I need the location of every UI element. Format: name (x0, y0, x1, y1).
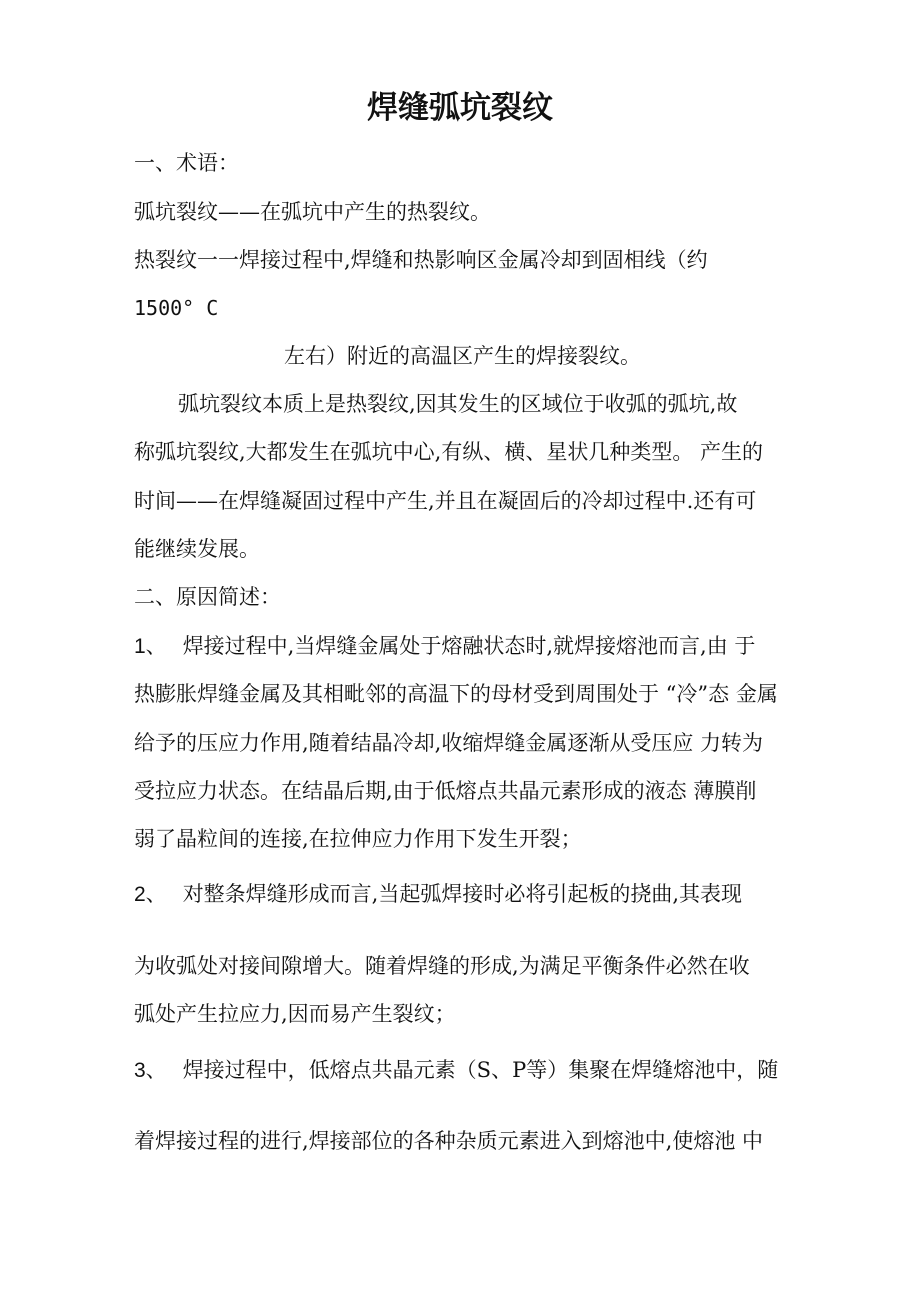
section-heading-terms: 一、术语： (134, 151, 239, 175)
list-item-2-text: 对整条焊缝形成而言,当起弧焊接时必将引起板的挠曲,其表现 (182, 882, 743, 906)
document-title: 焊缝弧坑裂纹 (367, 90, 553, 126)
list-item-1-number: 1、 (134, 635, 167, 658)
list-item-1-line-3: 给予的压应力作用,随着结晶冷却,收缩焊缝金属逐渐从受压应 力转为 (134, 731, 764, 755)
list-item-3-line-2: 着焊接过程的进行,焊接部位的各种杂质元素进入到熔池中,使熔池 中 (134, 1129, 764, 1153)
paragraph-line-4: 能继续发展。 (134, 537, 260, 561)
term-hot-crack-line-1: 热裂纹一一焊接过程中,焊缝和热影响区金属冷却到固相线（约 (134, 248, 708, 272)
list-item-1-line-5: 弱了晶粒间的连接,在拉伸应力作用下发生开裂； (134, 827, 582, 851)
term-hot-crack-line-2: 1500° C (134, 296, 219, 320)
paragraph-line-3: 时间——在焊缝凝固过程中产生,并且在凝固后的冷却过程中.还有可 (134, 489, 757, 513)
list-item-3-text: 焊接过程中，低熔点共晶元素（S、P等）集聚在焊缝熔池中，随 (182, 1058, 779, 1082)
list-item-2 (134, 880, 742, 909)
list-item-3-number: 3、 (134, 1059, 167, 1082)
list-item-2-line-2: 为收弧处对接间隙增大。随着焊缝的形成,为满足平衡条件必然在收 (134, 954, 750, 978)
list-item-1 (134, 632, 755, 661)
list-item-2-line-3: 弧处产生拉应力,因而易产生裂纹； (134, 1002, 456, 1026)
list-item-1-line-2: 热膨胀焊缝金属及其相毗邻的高温下的母材受到周围处于 “冷”态 金属 (134, 682, 778, 706)
term-crater-crack: 弧坑裂纹——在弧坑中产生的热裂纹。 (134, 200, 491, 224)
section-heading-causes: 二、原因简述： (134, 585, 281, 609)
paragraph-line-1: 弧坑裂纹本质上是热裂纹,因其发生的区域位于收弧的弧坑,故 (178, 392, 738, 416)
list-item-1-text: 焊接过程中,当焊缝金属处于熔融状态时,就焊接熔池而言,由 于 (182, 634, 756, 658)
term-hot-crack-line-3: 左右）附近的高温区产生的焊接裂纹。 (284, 344, 641, 368)
list-item-1-line-4: 受拉应力状态。在结晶后期,由于低熔点共晶元素形成的液态 薄膜削 (134, 779, 757, 803)
paragraph-line-2: 称弧坑裂纹,大都发生在弧坑中心,有纵、横、星状几种类型。 产生的 (134, 440, 764, 464)
list-item-2-number: 2、 (134, 883, 167, 906)
list-item-3 (134, 1056, 778, 1085)
